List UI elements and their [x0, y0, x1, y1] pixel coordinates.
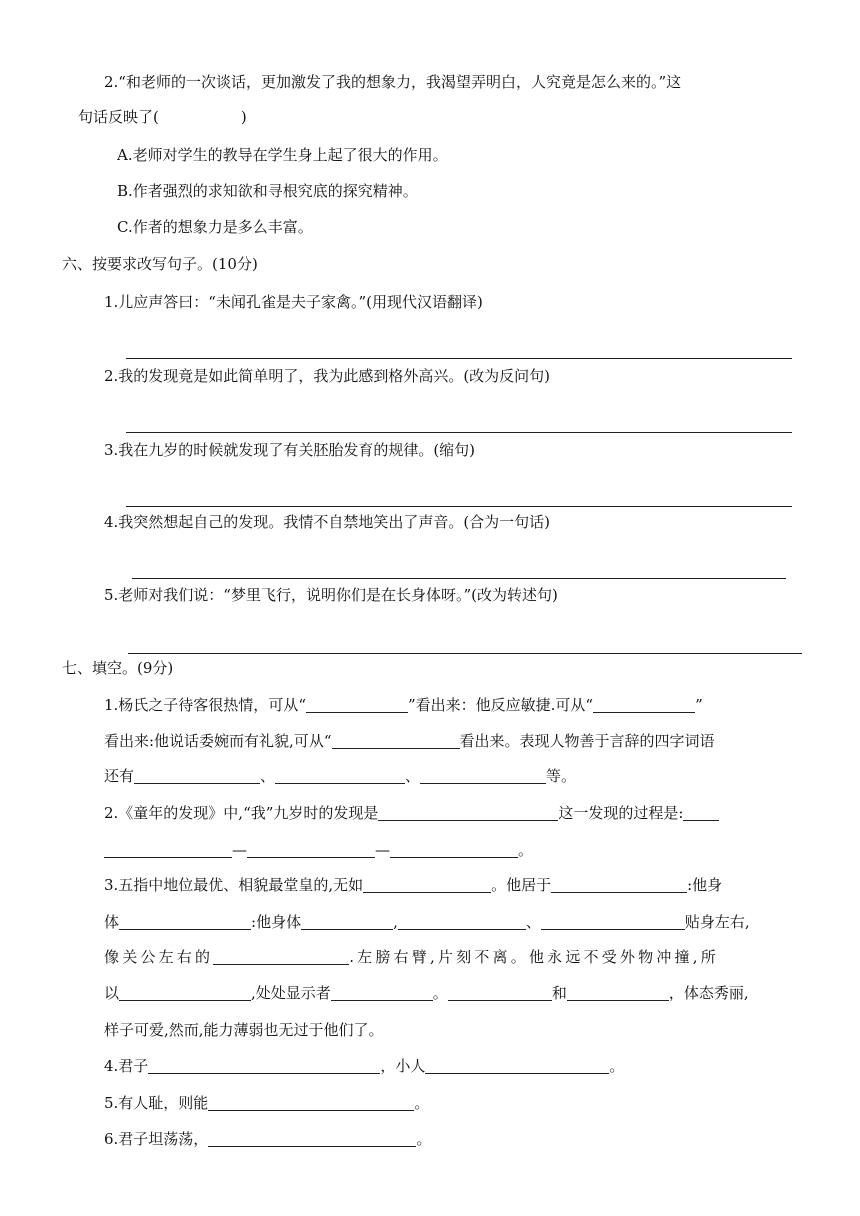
s7-q1-line2	[104, 731, 715, 751]
s7-q3-line3	[104, 947, 719, 967]
option-c: C.作者的想象力是多么丰富。	[117, 218, 313, 236]
text: ,处处显示者	[251, 984, 331, 1002]
s7-q3-line2	[104, 912, 750, 932]
s7-q2-line2	[104, 840, 533, 860]
fill-blank[interactable]	[306, 697, 408, 713]
text: 5.有人耻，则能	[104, 1094, 209, 1112]
text: ”	[695, 696, 703, 714]
paren-close: )	[240, 108, 247, 126]
option-b: B.作者强烈的求知欲和寻根究底的探究精神。	[117, 182, 418, 200]
text: 1.杨氏之子待客很热情，可从“	[104, 696, 306, 714]
fill-blank[interactable]	[541, 914, 685, 930]
fill-blank[interactable]	[104, 842, 232, 858]
text: 、	[525, 913, 541, 931]
fill-blank[interactable]	[425, 1058, 609, 1074]
fill-blank[interactable]	[134, 768, 260, 784]
s7-q6	[104, 1129, 431, 1149]
text: 6.君子坦荡荡，	[104, 1130, 209, 1148]
text: 像关公左右的	[104, 948, 214, 966]
fill-blank[interactable]	[683, 805, 719, 821]
fill-blank[interactable]	[420, 768, 546, 784]
text: 等。	[546, 767, 577, 785]
fill-blank[interactable]	[247, 842, 375, 858]
s7-q3-line4	[104, 983, 749, 1003]
text: 3.五指中地位最优、相貌最堂皇的,无如	[104, 876, 364, 894]
fill-blank[interactable]	[398, 914, 526, 930]
text: 。	[414, 1094, 430, 1112]
fill-blank[interactable]	[332, 733, 460, 749]
s7-q3-line5: 样子可爱,然而,能力薄弱也无过于他们了。	[104, 1021, 384, 1039]
s6-question-5: 5.老师对我们说：“梦里飞行，说明你们是在长身体呀。”(改为转述句)	[104, 586, 558, 604]
fill-blank[interactable]	[593, 697, 695, 713]
text: 还有	[104, 767, 135, 785]
text: :他身体	[251, 913, 302, 931]
text: 。	[609, 1057, 625, 1075]
text: 。	[432, 984, 448, 1002]
text: 。	[416, 1130, 432, 1148]
option-a: A.老师对学生的教导在学生身上起了很大的作用。	[117, 146, 448, 164]
s7-q1-line3	[104, 766, 576, 786]
s6-answer-line-4[interactable]	[132, 578, 786, 579]
s6-answer-line-1[interactable]	[126, 358, 792, 359]
text: 4.君子	[104, 1057, 149, 1075]
s7-q1-line1	[104, 695, 703, 715]
s7-q5	[104, 1093, 429, 1113]
s6-question-2: 2.我的发现竟是如此简单明了，我为此感到格外高兴。(改为反问句)	[104, 367, 551, 385]
s6-answer-line-3[interactable]	[126, 506, 792, 507]
s6-answer-line-5[interactable]	[128, 653, 802, 654]
s6-question-4: 4.我突然想起自己的发现。我情不自禁地笑出了声音。(合为一句话)	[104, 513, 551, 531]
question-2-stem-line1: 2.“和老师的一次谈话，更加激发了我的想象力，我渴望弄明白，人究竟是怎么来的。”这	[104, 73, 682, 91]
text: ，小人	[380, 1057, 426, 1075]
fill-blank[interactable]	[148, 1058, 380, 1074]
text: 以	[104, 984, 120, 1002]
s7-q4	[104, 1056, 624, 1076]
text: 、	[405, 767, 421, 785]
fill-blank[interactable]	[567, 985, 669, 1001]
fill-blank[interactable]	[551, 877, 687, 893]
s6-question-3: 3.我在九岁的时候就发现了有关胚胎发育的规律。(缩句)	[104, 441, 476, 459]
s6-question-1: 1.儿应声答曰：“未闻孔雀是夫子家禽。”(用现代汉语翻译)	[104, 293, 483, 311]
s6-answer-line-2[interactable]	[126, 432, 792, 433]
text: —	[232, 841, 247, 859]
fill-blank[interactable]	[119, 914, 251, 930]
text: 和	[551, 984, 567, 1002]
fill-blank[interactable]	[378, 805, 558, 821]
text: ”看出来：他反应敏捷.可从“	[407, 696, 594, 714]
fill-blank[interactable]	[363, 877, 491, 893]
fill-blank[interactable]	[213, 949, 349, 965]
fill-blank[interactable]	[208, 1131, 416, 1147]
fill-blank[interactable]	[390, 842, 518, 858]
fill-blank[interactable]	[448, 985, 552, 1001]
s7-q2-line1	[104, 803, 719, 823]
question-2-stem-line2	[78, 107, 247, 127]
text: 、	[260, 767, 276, 785]
text: 体	[104, 913, 120, 931]
question-2-stem-text: 句话反映了(	[78, 108, 159, 126]
text: 这一发现的过程是:	[558, 804, 684, 822]
text: ，体态秀丽,	[668, 984, 749, 1002]
fill-blank[interactable]	[208, 1095, 414, 1111]
text: .左膀右臂,片刻不离。他永远不受外物冲撞,所	[349, 948, 719, 966]
section-6-title: 六、按要求改写句子。(10分)	[62, 255, 258, 273]
text: :他身	[687, 876, 723, 894]
text: 。	[518, 841, 534, 859]
s7-q3-line1	[104, 875, 722, 895]
text: 看出来:他说话委婉而有礼貌,可从“	[104, 732, 332, 750]
text: 2.《童年的发现》中,“我”九岁时的发现是	[104, 804, 379, 822]
fill-blank[interactable]	[119, 985, 251, 1001]
text: ,	[393, 913, 398, 931]
fill-blank[interactable]	[275, 768, 405, 784]
text: 贴身左右,	[684, 913, 750, 931]
fill-blank[interactable]	[331, 985, 433, 1001]
fill-blank[interactable]	[301, 914, 393, 930]
text: —	[375, 841, 390, 859]
text: 看出来。表现人物善于言辞的四字词语	[459, 732, 715, 750]
section-7-title: 七、填空。(9分)	[62, 659, 174, 677]
text: 。他居于	[491, 876, 552, 894]
